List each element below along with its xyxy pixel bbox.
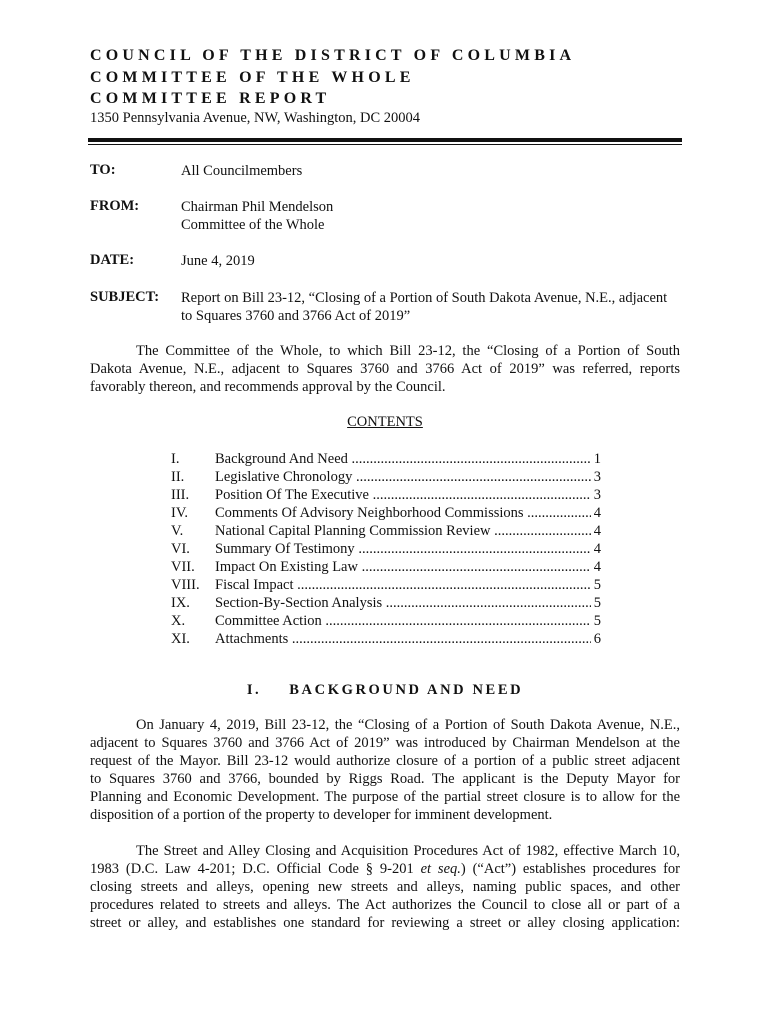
toc-title: Legislative Chronology ..... [215,468,591,486]
to-value: All Councilmembers [181,163,303,179]
toc-number: V. [171,523,184,539]
toc-page: 5 [593,613,601,629]
body-line: street or alley, and establishes one standard for reviewing a street or alley closing application: [90,915,680,931]
subject-label: SUBJECT: [90,289,160,305]
section-number: I. [246,682,262,698]
toc-row[interactable] [171,594,601,612]
council-heading: COUNCIL OF THE DISTRICT OF COLUMBIA [90,47,576,64]
toc-page: 5 [593,595,601,611]
toc-row[interactable] [171,612,601,630]
header-rule-thin [88,144,682,145]
subject-line-2: to Squares 3760 and 3766 Act of 2019” [181,308,411,324]
toc-row[interactable] [171,486,601,504]
toc-page: 1 [593,451,601,467]
body-line: procedures related to streets and alleys. The Act authorizes the Council to close all or part of a [90,897,680,913]
toc-number: III. [171,487,190,503]
citation-text: 1983 (D.C. Law 4-201; D.C. Official Code § 9-201 [90,861,421,877]
toc-row[interactable] [171,630,601,648]
toc-title: National Capital Planning Commission Review ..... [215,522,591,540]
contents-title: CONTENTS [347,414,423,430]
toc-number: VII. [171,559,195,575]
intro-line: favorably thereon, and recommends approval by the Council. [90,379,446,395]
to-label: TO: [90,162,116,178]
toc-row[interactable] [171,522,601,540]
toc-page: 4 [593,505,601,521]
toc-row[interactable] [171,504,601,522]
toc-number: IV. [171,505,189,521]
toc-number: X. [171,613,186,629]
citation-et-seq: et seq. [420,861,461,877]
intro-line: Dakota Avenue, N.E., adjacent to Squares 3760 and 3766 Act of 2019” was referred, reports [90,361,680,377]
background-paragraph-1 [90,716,680,824]
toc-title: Background And Need ..... [215,450,591,468]
citation-text-end: ) (“Act”) establishes procedures for [460,861,681,877]
body-line: adjacent to Squares 3760 and 3766 Act of 2019” was introduced by Chairman Mendelson at the [90,735,680,751]
from-value [181,198,333,234]
toc-title: Section-By-Section Analysis ..... [215,594,591,612]
section-title: BACKGROUND AND NEED [289,682,524,698]
toc-number: I. [171,451,180,467]
body-line-citation [90,860,680,878]
body-line: to Squares 3760 and 3766, bounded by Riggs Road. The applicant is the Deputy Mayor for [90,771,680,787]
table-of-contents [171,450,601,648]
toc-title: Committee Action ..... [215,612,591,630]
toc-page: 6 [593,631,601,647]
toc-title: Impact On Existing Law ..... [215,558,591,576]
body-line: The Street and Alley Closing and Acquisition Procedures Act of 1982, effective March 10, [136,843,680,859]
address: 1350 Pennsylvania Avenue, NW, Washington, DC 20004 [90,110,421,126]
toc-title: Summary Of Testimony ..... [215,540,591,558]
toc-number: XI. [171,631,190,647]
body-line: On January 4, 2019, Bill 23-12, the “Closing of a Portion of South Dakota Avenue, N.E., [136,717,680,733]
intro-line: The Committee of the Whole, to which Bill 23-12, the “Closing of a Portion of South [136,343,680,359]
from-name: Chairman Phil Mendelson [181,199,334,215]
from-committee: Committee of the Whole [181,217,325,233]
toc-page: 3 [593,487,601,503]
toc-title: Comments Of Advisory Neighborhood Commissions ..... [215,504,591,522]
toc-page: 3 [593,469,601,485]
toc-number: VI. [171,541,190,557]
body-line: disposition of a portion of the property to developer for imminent development. [90,807,553,823]
background-paragraph-2 [90,842,680,932]
header-rule-thick [88,138,682,142]
subject-line-1: Report on Bill 23-12, “Closing of a Portion of South Dakota Avenue, N.E., adjacent [181,290,668,306]
section-heading [0,682,770,699]
date-value: June 4, 2019 [181,253,255,269]
toc-number: II. [171,469,185,485]
toc-title: Attachments ..... [215,630,591,648]
from-label: FROM: [90,198,140,214]
toc-number: IX. [171,595,190,611]
report-heading: COMMITTEE REPORT [90,90,331,107]
body-line: Planning and Economic Development. The purpose of the partial street closure is to allow for the [90,789,680,805]
subject-value [181,289,667,325]
body-line: closing streets and alleys, opening new streets and alleys, naming public spaces, and other [90,879,680,895]
toc-page: 5 [593,577,601,593]
date-label: DATE: [90,252,135,268]
toc-page: 4 [593,559,601,575]
toc-row[interactable] [171,540,601,558]
toc-number: VIII. [171,577,200,593]
toc-row[interactable] [171,558,601,576]
toc-page: 4 [593,523,601,539]
intro-paragraph [90,342,680,396]
toc-title: Position Of The Executive ..... [215,486,591,504]
committee-heading: COMMITTEE OF THE WHOLE [90,69,415,86]
toc-row[interactable] [171,576,601,594]
body-line: request of the Mayor. Bill 23-12 would authorize closure of a portion of a public street adjacent [90,753,680,769]
toc-page: 4 [593,541,601,557]
toc-title: Fiscal Impact ..... [215,576,591,594]
toc-row[interactable] [171,450,601,468]
toc-row[interactable] [171,468,601,486]
